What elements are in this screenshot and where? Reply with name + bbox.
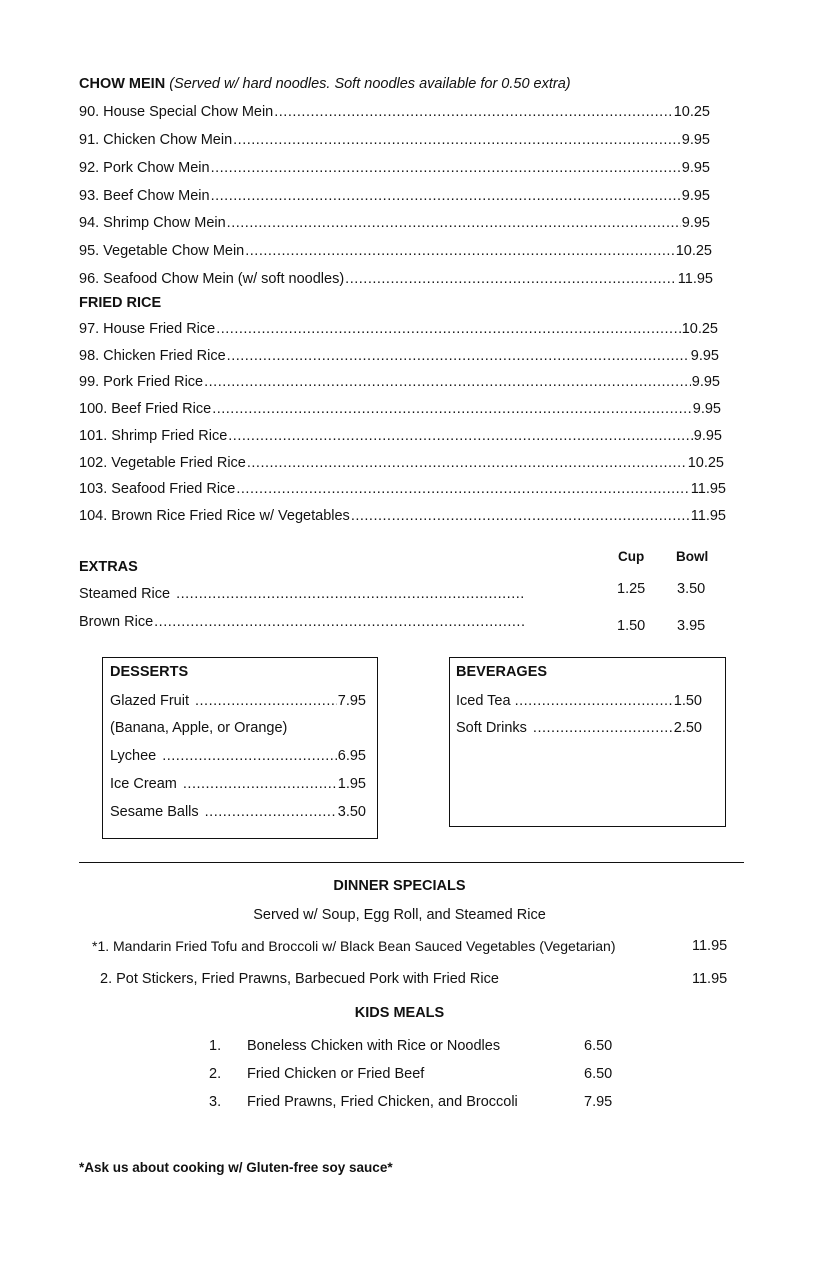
leader-dots (211, 160, 681, 176)
item-name: 97. House Fried Rice (79, 321, 216, 337)
item-price: 9.95 (681, 188, 710, 204)
leader-dots (176, 586, 525, 602)
item-price: 10.25 (673, 104, 710, 120)
section-divider (79, 862, 744, 863)
menu-item (79, 428, 722, 444)
item-price: 6.95 (337, 748, 366, 764)
kids-item-price: 6.50 (584, 1066, 613, 1082)
leader-dots (236, 481, 689, 497)
leader-dots (216, 321, 681, 337)
cup-price: 1.25 (617, 581, 646, 597)
item-name: 96. Seafood Chow Mein (w/ soft noodles) (79, 271, 345, 287)
item-name: 103. Seafood Fried Rice (79, 481, 236, 497)
menu-item (79, 614, 526, 630)
item-price: 10.25 (675, 243, 712, 259)
item-name: Ice Cream (110, 776, 177, 792)
kids-item-number: 1. (209, 1038, 222, 1054)
item-price: 11.95 (690, 481, 726, 497)
item-name: Soft Drinks (456, 720, 527, 736)
extras-heading: EXTRAS (79, 559, 138, 575)
menu-item (79, 271, 713, 287)
item-name: 92. Pork Chow Mein (79, 160, 210, 176)
menu-item (79, 481, 726, 497)
leader-dots (351, 508, 690, 524)
item-name: 90. House Special Chow Mein (79, 104, 274, 120)
desserts-heading: DESSERTS (110, 664, 189, 680)
leader-dots (195, 693, 337, 709)
cup-column-label: Cup (618, 549, 645, 564)
fried-rice-heading: FRIED RICE (79, 295, 162, 311)
leader-dots (345, 271, 677, 287)
item-name: 104. Brown Rice Fried Rice w/ Vegetables (79, 508, 350, 524)
menu-item (79, 455, 724, 471)
item-price: 9.95 (690, 348, 719, 364)
leader-dots (228, 428, 692, 444)
leader-dots (274, 104, 672, 120)
menu-item (79, 132, 710, 148)
gluten-free-note: *Ask us about cooking w/ Gluten-free soy sauce* (79, 1160, 393, 1175)
item-price: 11.95 (677, 271, 713, 287)
item-price: 9.95 (681, 132, 710, 148)
item-price: 1.50 (673, 693, 702, 709)
bowl-price: 3.50 (677, 581, 706, 597)
item-price: 10.25 (681, 321, 718, 337)
kids-item-price: 6.50 (584, 1038, 613, 1054)
kids-item-number: 3. (209, 1094, 222, 1110)
menu-item (456, 693, 702, 709)
item-name: 98. Chicken Fried Rice (79, 348, 226, 364)
leader-dots (227, 215, 681, 231)
glazed-fruit-note: (Banana, Apple, or Orange) (110, 720, 288, 736)
item-price: 9.95 (681, 215, 710, 231)
dinner-specials-heading: DINNER SPECIALS (333, 878, 466, 894)
beverages-heading: BEVERAGES (456, 664, 548, 680)
menu-item (79, 508, 726, 524)
chow-mein-header (79, 76, 571, 92)
menu-item (79, 348, 719, 364)
kids-item-name: Fried Chicken or Fried Beef (247, 1066, 425, 1082)
menu-item (79, 374, 720, 390)
item-name: Iced Tea (456, 693, 511, 709)
leader-dots (247, 455, 687, 471)
beverages-box (449, 657, 726, 827)
menu-item (79, 215, 710, 231)
item-name: Lychee (110, 748, 157, 764)
menu-item (79, 243, 712, 259)
desserts-box (102, 657, 378, 839)
item-name: 99. Pork Fried Rice (79, 374, 204, 390)
item-price: 3.50 (337, 804, 366, 820)
leader-dots (154, 614, 525, 630)
item-name: 101. Shrimp Fried Rice (79, 428, 228, 444)
leader-dots (204, 374, 691, 390)
leader-dots (533, 720, 673, 736)
item-name: Steamed Rice (79, 586, 171, 602)
menu-item (79, 104, 710, 120)
item-name: Sesame Balls (110, 804, 199, 820)
cup-price: 1.50 (617, 618, 646, 634)
item-price: 9.95 (691, 374, 720, 390)
leader-dots (233, 132, 681, 148)
leader-dots (245, 243, 674, 259)
item-price: 2.50 (673, 720, 702, 736)
item-name: Glazed Fruit (110, 693, 189, 709)
item-price: 9.95 (692, 401, 721, 417)
special-item-name: 2. Pot Stickers, Fried Prawns, Barbecued Pork with Fried Rice (100, 971, 499, 987)
special-item-name: *1. Mandarin Fried Tofu and Broccoli w/ Black Bean Sauced Vegetables (Vegetarian) (92, 938, 616, 954)
menu-item (79, 401, 721, 417)
item-price: 1.95 (337, 776, 366, 792)
leader-dots (205, 804, 337, 820)
menu-item (79, 321, 718, 337)
kids-meals-heading: KIDS MEALS (354, 1005, 445, 1021)
dinner-specials-subtitle: Served w/ Soup, Egg Roll, and Steamed Rice (253, 907, 546, 923)
special-item-price: 11.95 (692, 938, 728, 954)
item-price: 7.95 (337, 693, 366, 709)
item-price: 9.95 (681, 160, 710, 176)
item-name: 94. Shrimp Chow Mein (79, 215, 226, 231)
menu-item (79, 160, 710, 176)
menu-item (456, 720, 702, 736)
leader-dots (227, 348, 690, 364)
item-price: 10.25 (687, 455, 724, 471)
menu-item (110, 776, 366, 792)
bowl-price: 3.95 (677, 618, 706, 634)
menu-item (110, 748, 366, 764)
item-name: 100. Beef Fried Rice (79, 401, 212, 417)
leader-dots (183, 776, 337, 792)
special-item-price: 11.95 (692, 971, 728, 987)
leader-dots (162, 748, 337, 764)
item-name: 102. Vegetable Fried Rice (79, 455, 246, 471)
kids-item-number: 2. (209, 1066, 222, 1082)
item-name: 95. Vegetable Chow Mein (79, 243, 245, 259)
leader-dots (212, 401, 692, 417)
menu-item (110, 804, 366, 820)
bowl-column-label: Bowl (676, 549, 709, 564)
kids-item-name: Fried Prawns, Fried Chicken, and Broccoli (247, 1094, 518, 1110)
chow-mein-heading: CHOW MEIN (79, 76, 166, 92)
item-price: 11.95 (690, 508, 726, 524)
chow-mein-note: (Served w/ hard noodles. Soft noodles available for 0.50 extra) (169, 76, 571, 92)
item-name: Brown Rice (79, 614, 154, 630)
leader-dots (515, 693, 673, 709)
menu-item (79, 188, 710, 204)
kids-item-price: 7.95 (584, 1094, 613, 1110)
menu-item (110, 693, 366, 709)
menu-item (79, 586, 526, 602)
kids-item-name: Boneless Chicken with Rice or Noodles (247, 1038, 501, 1054)
item-name: 93. Beef Chow Mein (79, 188, 210, 204)
leader-dots (211, 188, 681, 204)
item-name: 91. Chicken Chow Mein (79, 132, 233, 148)
item-price: 9.95 (693, 428, 722, 444)
